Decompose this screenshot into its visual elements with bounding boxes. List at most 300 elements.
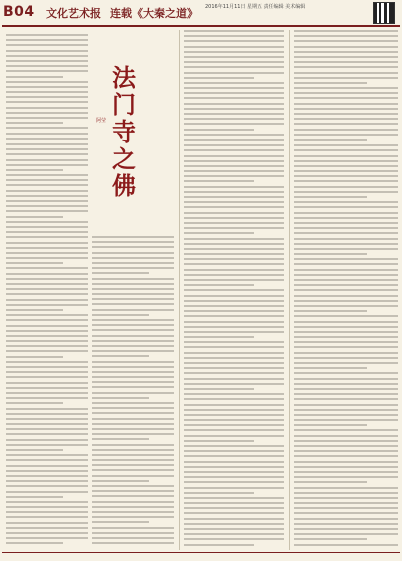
text-line [6, 138, 88, 140]
text-line [294, 144, 398, 146]
text-line [6, 376, 88, 378]
text-line [92, 527, 174, 529]
text-line [184, 533, 284, 535]
text-line [184, 201, 284, 203]
text-line [184, 212, 284, 214]
text-line [6, 371, 88, 373]
text-line [92, 511, 174, 513]
text-line [294, 77, 398, 79]
text-line [294, 258, 398, 260]
text-line [184, 144, 284, 146]
text-line [184, 378, 284, 380]
text-line [6, 210, 88, 212]
text-line [6, 221, 88, 223]
column-name: 连载《大秦之道》 [110, 7, 198, 20]
text-line [6, 91, 88, 93]
text-line [184, 321, 284, 323]
text-line [294, 66, 398, 68]
text-line [184, 538, 284, 540]
text-line [294, 92, 398, 94]
text-line [184, 279, 284, 281]
text-line [92, 501, 174, 503]
text-line [92, 283, 174, 285]
text-line [184, 258, 284, 260]
text-line [6, 216, 63, 218]
text-line [184, 471, 284, 473]
text-line [294, 497, 398, 499]
text-line [184, 206, 284, 208]
text-line [92, 293, 174, 295]
text-line [6, 361, 88, 363]
text-line [92, 329, 174, 331]
text-line [184, 476, 284, 478]
text-line [294, 388, 398, 390]
text-line [92, 298, 174, 300]
text-line [6, 273, 88, 275]
text-line [294, 87, 398, 89]
text-line [92, 314, 149, 316]
text-line [184, 139, 284, 141]
text-line [6, 542, 63, 544]
text-line [6, 309, 63, 311]
text-line [184, 196, 284, 198]
text-line [184, 544, 254, 546]
text-line [184, 123, 284, 125]
text-line [92, 449, 174, 451]
text-line [294, 404, 398, 406]
text-line [294, 97, 398, 99]
text-line [184, 341, 284, 343]
text-line [294, 35, 398, 37]
text-line [184, 61, 284, 63]
text-line [294, 393, 398, 395]
text-line [294, 201, 398, 203]
text-line [92, 464, 174, 466]
text-line [6, 169, 63, 171]
text-line [92, 381, 174, 383]
text-line [92, 392, 174, 394]
text-line [6, 475, 88, 477]
text-line [184, 238, 284, 240]
text-line [6, 304, 88, 306]
text-line [184, 305, 284, 307]
text-line [294, 274, 398, 276]
text-line [6, 283, 88, 285]
text-line [6, 501, 88, 503]
text-line [6, 449, 63, 451]
text-line [294, 155, 398, 157]
text-line [184, 155, 284, 157]
text-line [294, 212, 398, 214]
text-line [294, 56, 398, 58]
footer-rule [2, 552, 400, 553]
text-line [6, 60, 88, 62]
text-line [92, 469, 174, 471]
text-line [184, 97, 284, 99]
text-line [92, 428, 174, 430]
text-line [6, 340, 88, 342]
text-line [92, 246, 174, 248]
text-line [184, 518, 284, 520]
text-line [184, 92, 284, 94]
text-line [294, 544, 398, 546]
text-line [92, 490, 174, 492]
text-line [6, 143, 88, 145]
text-line [184, 352, 284, 354]
text-line [6, 319, 88, 321]
text-line [92, 542, 174, 544]
text-line [92, 309, 174, 311]
text-line [92, 303, 174, 305]
text-line [6, 506, 88, 508]
text-line [6, 480, 88, 482]
text-line [184, 326, 284, 328]
text-line [294, 196, 367, 198]
text-line [294, 528, 398, 530]
text-line [294, 466, 398, 468]
text-line [184, 160, 284, 162]
text-line [184, 72, 284, 74]
text-line [92, 412, 174, 414]
text-line [6, 330, 88, 332]
text-line [92, 376, 174, 378]
text-line [6, 516, 88, 518]
text-line [184, 528, 284, 530]
text-line [294, 481, 367, 483]
text-line [92, 345, 174, 347]
text-line [294, 362, 398, 364]
text-line [6, 511, 88, 513]
text-line [92, 257, 174, 259]
text-line [6, 122, 63, 124]
text-line [184, 357, 284, 359]
text-line [184, 383, 284, 385]
text-line [184, 466, 284, 468]
text-line [6, 101, 88, 103]
text-line [92, 335, 174, 337]
text-line [6, 465, 88, 467]
text-line [184, 445, 284, 447]
text-line [6, 107, 88, 109]
text-line [184, 367, 284, 369]
text-line [294, 419, 398, 421]
text-line [294, 82, 367, 84]
text-line [184, 450, 284, 452]
text-line [184, 243, 284, 245]
text-line [6, 195, 88, 197]
text-line [6, 325, 88, 327]
text-line [184, 398, 284, 400]
text-line [6, 408, 88, 410]
paper-name: 文化艺术报 [46, 7, 101, 20]
text-line [92, 319, 174, 321]
text-line [6, 402, 63, 404]
text-line [184, 372, 284, 374]
text-line [92, 252, 174, 254]
text-line [6, 278, 88, 280]
text-line [184, 56, 284, 58]
text-line [294, 160, 398, 162]
text-line [184, 180, 254, 182]
text-line [184, 300, 284, 302]
text-line [294, 232, 398, 234]
text-line [6, 226, 88, 228]
text-line [92, 537, 174, 539]
text-line [6, 247, 88, 249]
text-line [6, 252, 88, 254]
text-line [184, 66, 284, 68]
text-line [294, 175, 398, 177]
text-line [294, 424, 367, 426]
text-line [294, 372, 398, 374]
text-line [184, 129, 254, 131]
text-line [294, 186, 398, 188]
text-line [184, 461, 284, 463]
text-line [294, 289, 398, 291]
text-line [184, 170, 284, 172]
text-line [294, 461, 398, 463]
text-line [184, 46, 284, 48]
text-line [294, 227, 398, 229]
text-line [184, 424, 284, 426]
text-line [294, 502, 398, 504]
text-line [6, 127, 88, 129]
text-line [184, 269, 284, 271]
text-line [294, 170, 398, 172]
text-line [6, 242, 88, 244]
text-line [6, 423, 88, 425]
text-line [184, 149, 284, 151]
qr-code-icon [374, 3, 394, 23]
text-line [294, 248, 398, 250]
text-line [294, 243, 398, 245]
text-line [6, 459, 88, 461]
page-code: B04 [3, 4, 35, 20]
text-line [6, 366, 88, 368]
text-line [92, 340, 174, 342]
article-title [110, 64, 138, 199]
text-line [92, 267, 174, 269]
text-line [184, 284, 254, 286]
text-line [6, 148, 88, 150]
text-line [6, 200, 88, 202]
text-line [6, 387, 88, 389]
text-line [92, 506, 174, 508]
text-line [92, 516, 174, 518]
text-line [92, 438, 149, 440]
text-line [6, 397, 88, 399]
text-line [92, 407, 174, 409]
text-line [92, 423, 174, 425]
text-line [184, 393, 284, 395]
text-line [6, 86, 88, 88]
text-line [184, 497, 284, 499]
text-line [184, 435, 284, 437]
text-line [92, 475, 174, 477]
text-line [184, 512, 284, 514]
text-line [184, 103, 284, 105]
text-line [184, 113, 284, 115]
text-line [6, 267, 88, 269]
text-line [294, 445, 398, 447]
title-glyph: 法 [112, 63, 136, 92]
text-line [294, 507, 398, 509]
text-line [6, 314, 88, 316]
text-line [92, 444, 174, 446]
text-line [92, 324, 174, 326]
text-column-3 [184, 30, 284, 550]
text-line [294, 476, 398, 478]
text-line [184, 492, 254, 494]
text-line [92, 402, 174, 404]
text-line [294, 336, 398, 338]
text-line [92, 241, 174, 243]
text-line [294, 238, 398, 240]
masthead [0, 0, 402, 26]
text-line [6, 81, 88, 83]
text-line [294, 30, 398, 32]
text-line [184, 336, 254, 338]
date-line: 2016年11月11日 星期五 责任编辑 美术编辑 [205, 4, 306, 10]
column-divider [179, 30, 180, 550]
text-line [184, 217, 284, 219]
title-glyph: 佛 [112, 171, 136, 200]
text-line [92, 418, 174, 420]
text-line [294, 300, 398, 302]
text-line [6, 50, 88, 52]
header-rule [2, 25, 400, 27]
text-line [294, 118, 398, 120]
title-glyph: 之 [112, 144, 136, 173]
text-line [294, 310, 367, 312]
text-line [184, 310, 284, 312]
column-divider [289, 30, 290, 550]
text-line [6, 439, 88, 441]
text-line [184, 118, 284, 120]
text-line [6, 184, 88, 186]
text-line [184, 502, 284, 504]
text-line [184, 414, 284, 416]
text-line [6, 392, 88, 394]
text-line [294, 46, 398, 48]
text-line [294, 326, 398, 328]
text-line [6, 55, 88, 57]
text-line [184, 77, 254, 79]
text-line [184, 227, 284, 229]
text-line [294, 217, 398, 219]
text-line [6, 470, 88, 472]
text-line [294, 253, 367, 255]
text-line [294, 165, 398, 167]
text-line [294, 471, 398, 473]
text-line [184, 289, 284, 291]
text-line [6, 153, 88, 155]
text-line [294, 538, 367, 540]
text-line [184, 263, 284, 265]
text-line [184, 108, 284, 110]
text-line [184, 30, 284, 32]
text-line [294, 331, 398, 333]
text-line [294, 367, 367, 369]
text-line [6, 34, 88, 36]
text-line [294, 492, 398, 494]
text-line [294, 206, 398, 208]
text-line [294, 357, 398, 359]
text-line [184, 440, 254, 442]
text-line [92, 480, 149, 482]
text-line [6, 44, 88, 46]
text-line [294, 222, 398, 224]
text-line [6, 299, 88, 301]
title-glyph: 寺 [112, 117, 136, 146]
text-line [294, 512, 398, 514]
text-line [294, 284, 398, 286]
text-line [6, 117, 88, 119]
text-line [294, 263, 398, 265]
text-line [184, 82, 284, 84]
text-line [294, 139, 367, 141]
text-line [6, 96, 88, 98]
text-line [92, 433, 174, 435]
text-line [184, 253, 284, 255]
text-line [6, 39, 88, 41]
text-line [294, 429, 398, 431]
text-line [294, 134, 398, 136]
text-line [294, 346, 398, 348]
text-line [6, 418, 88, 420]
text-line [92, 355, 149, 357]
text-line [6, 262, 63, 264]
text-line [184, 51, 284, 53]
text-line [294, 295, 398, 297]
text-line [92, 485, 174, 487]
text-line [6, 236, 88, 238]
text-line [294, 435, 398, 437]
text-line [6, 164, 88, 166]
text-line [294, 51, 398, 53]
text-line [6, 179, 88, 181]
text-line [184, 274, 284, 276]
text-line [294, 383, 398, 385]
text-line [294, 533, 398, 535]
text-line [184, 134, 284, 136]
text-line [92, 495, 174, 497]
text-line [294, 450, 398, 452]
text-line [6, 356, 63, 358]
text-line [184, 165, 284, 167]
text-column-4 [294, 30, 398, 550]
text-line [184, 523, 284, 525]
text-line [294, 61, 398, 63]
text-line [6, 382, 88, 384]
text-line [6, 485, 88, 487]
text-line [294, 487, 398, 489]
text-line [6, 532, 88, 534]
text-line [92, 350, 174, 352]
text-line [294, 398, 398, 400]
text-line [6, 112, 88, 114]
text-line [6, 70, 88, 72]
text-line [92, 397, 149, 399]
text-line [92, 454, 174, 456]
text-line [184, 35, 284, 37]
text-line [6, 133, 88, 135]
text-line [184, 175, 284, 177]
text-line [184, 388, 254, 390]
text-line [294, 191, 398, 193]
text-line [92, 278, 174, 280]
text-line [6, 288, 88, 290]
